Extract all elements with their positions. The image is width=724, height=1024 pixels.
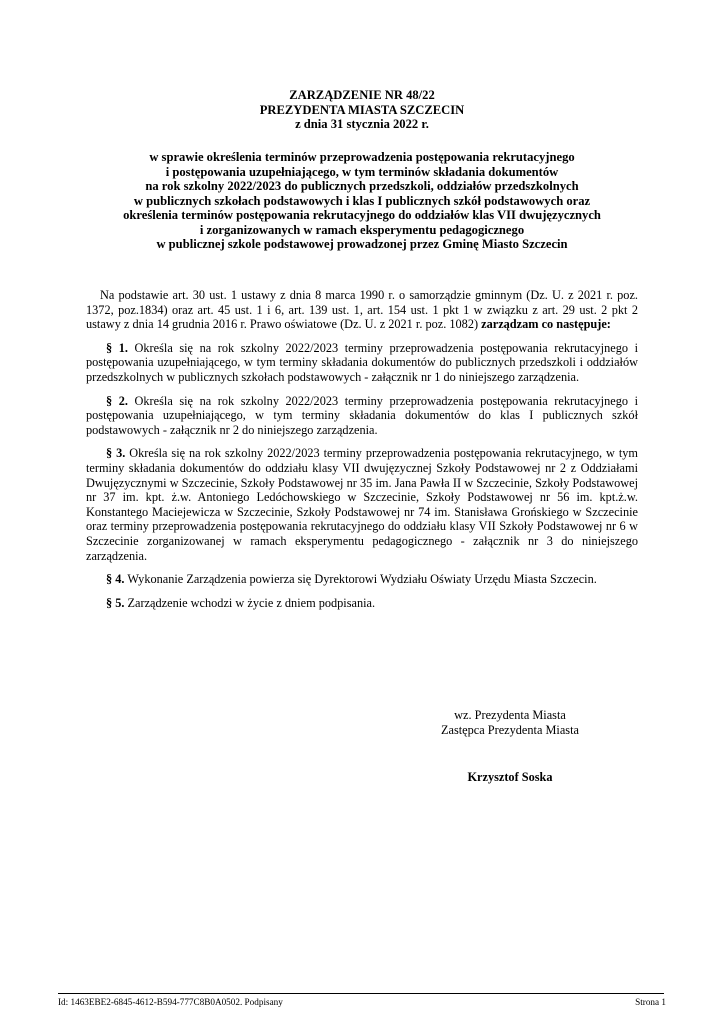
document-title <box>60 88 664 132</box>
paragraph-text: Określa się na rok szkolny 2022/2023 terminy przeprowadzenia postępowania rekrutacyjnego i postępowania uzupełniającego, w tym terminy składania dokumentów do publicznych przedszkoli i oddziałów przedszkolnych w publicznych szkołach podstawowych - załącznik nr 1 do niniejszego zarządzenia. <box>86 340 638 384</box>
footer-document-id: Id: 1463EBE2-6845-4612-B594-777C8B0A0502. Podpisany <box>58 997 283 1007</box>
paragraph-4 <box>86 572 638 587</box>
paragraph-text: Określa się na rok szkolny 2022/2023 terminy przeprowadzenia postępowania rekrutacyjnego, w tym terminy składania dokumentów do oddziału klasy VII dwujęzycznej Szkoły Podstawowej nr 2 z Oddziałami Dwujęzycznymi w Szczecinie, Szkoły Podstawowej nr 35 im. Jana Pawła II w Szczecinie, Szkoły Podstawowej nr 37 im. kpt. ż.w. Antoniego Ledóchowskiego w Szczecinie, Szkoły Podstawowej nr 56 im. kpt.ż.w. Konstantego Maciejewicza w Szczecinie, Szkoły Podstawowej nr 74 im. Stanisława Grońskiego w Szczecinie oraz terminy przeprowadzenia postępowania rekrutacyjnego do oddziału klasy VII Szkoły Podstawowej nr 6 w Szczecinie zorganizowanej w ramach eksperymentu pedagogicznego - załącznik nr 3 do niniejszego zarządzenia. <box>86 446 638 563</box>
subject-line: w publicznych szkołach podstawowych i klas I publicznych szkół podstawowych oraz <box>133 193 591 208</box>
paragraph-text: Określa się na rok szkolny 2022/2023 terminy przeprowadzenia postępowania rekrutacyjnego i postępowania uzupełniającego, w tym terminy składania dokumentów do klas I publicznych szkół podstawowych - załącznik nr 2 do niniejszego zarządzenia. <box>86 393 638 437</box>
paragraph-number: § 1. <box>106 340 128 355</box>
legal-basis-text: Na podstawie art. 30 ust. 1 ustawy z dnia 8 marca 1990 r. o samorządzie gminnym (Dz. U. z 2021 r. poz. 1372, poz.1834) oraz art. 45 ust. 1 i 6, art. 139 ust. 1, art. 154 ust. 1 pkt 1 w związku z art. 29 ust. 2 pkt 2 ustawy z dnia 14 grudnia 2016 r. Prawo oświatowe (Dz. U. z 2021 r. poz. 1082) <box>86 288 638 332</box>
paragraph-number: § 2. <box>106 393 128 408</box>
legal-basis <box>86 288 638 332</box>
title-line-1: ZARZĄDZENIE NR 48/22 <box>289 88 435 102</box>
paragraph-number: § 3. <box>106 446 126 461</box>
paragraph-number: § 4. <box>106 572 125 587</box>
decree-phrase: zarządzam co następuje: <box>481 317 611 332</box>
subject-line: określenia terminów postępowania rekrutacyjnego do oddziałów klas VII dwujęzycznych <box>123 208 601 222</box>
paragraph-number: § 5. <box>106 595 125 610</box>
subject-line: na rok szkolny 2022/2023 do publicznych przedszkoli, oddziałów przedszkolnych <box>145 179 579 193</box>
paragraph-3 <box>86 446 638 563</box>
subject-line: i zorganizowanych w ramach eksperymentu pedagogicznego <box>199 222 525 237</box>
signature-role-1: wz. Prezydenta Miasta <box>454 708 566 722</box>
signatory-name: Krzysztof Soska <box>467 770 553 784</box>
title-line-2: PREZYDENTA MIASTA SZCZECIN <box>259 102 465 117</box>
title-date: z dnia 31 stycznia 2022 r. <box>295 117 429 131</box>
paragraph-1 <box>86 341 638 385</box>
subject-line: w publicznej szkole podstawowej prowadzonej przez Gminę Miasto Szczecin <box>156 237 568 251</box>
subject-line: i postępowania uzupełniającego, w tym terminów składania dokumentów <box>165 164 559 179</box>
signature-role-2: Zastępca Prezydenta Miasta <box>441 723 579 737</box>
footer-divider <box>58 993 664 994</box>
footer-page-number: Strona 1 <box>635 997 666 1007</box>
document-body <box>86 288 638 619</box>
paragraph-2 <box>86 394 638 438</box>
signature-block <box>420 708 600 785</box>
paragraph-5 <box>86 596 638 611</box>
paragraph-text: Zarządzenie wchodzi w życie z dniem podpisania. <box>127 595 376 610</box>
subject-line: w sprawie określenia terminów przeprowadzenia postępowania rekrutacyjnego <box>149 150 575 164</box>
document-subject <box>60 150 664 252</box>
paragraph-text: Wykonanie Zarządzenia powierza się Dyrektorowi Wydziału Oświaty Urzędu Miasta Szczecin. <box>127 572 597 587</box>
